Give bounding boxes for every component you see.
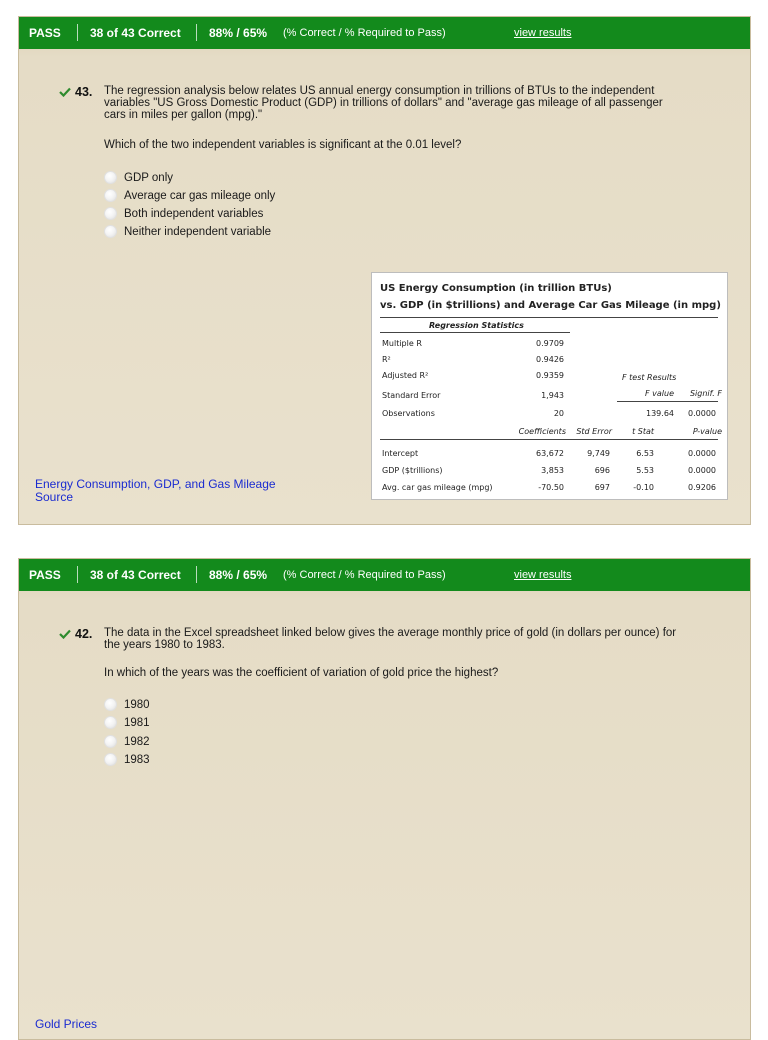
link-line[interactable]: Energy Consumption, GDP, and Gas Mileage bbox=[35, 477, 276, 491]
tstat-value: 6.53 bbox=[636, 449, 654, 458]
question-prompt: In which of the years was the coefficient of variation of gold price the highest? bbox=[104, 667, 499, 679]
divider bbox=[196, 566, 197, 583]
correct-check-icon bbox=[59, 629, 71, 639]
stat-value: 1,943 bbox=[541, 391, 564, 400]
pvalue-value: 0.9206 bbox=[688, 483, 716, 492]
question-number: 42. bbox=[75, 627, 93, 641]
ftest-header: F test Results bbox=[622, 373, 677, 382]
question-card-42 bbox=[18, 558, 751, 1040]
question-text bbox=[104, 627, 676, 651]
option-label: 1980 bbox=[124, 698, 150, 711]
stat-label: Adjusted R² bbox=[382, 371, 429, 380]
radio-icon[interactable] bbox=[104, 698, 117, 711]
rule bbox=[617, 401, 718, 402]
pass-label: PASS bbox=[29, 26, 61, 40]
question-line: The data in the Excel spreadsheet linked below gives the average monthly price of gold (in dollars per ounce) for bbox=[104, 627, 677, 639]
stat-value: 0.9426 bbox=[536, 355, 564, 364]
radio-icon[interactable] bbox=[104, 753, 117, 766]
answer-option-1983[interactable] bbox=[104, 752, 150, 767]
question-line: The regression analysis below relates US annual energy consumption in trillions of BTUs to the independent bbox=[104, 85, 655, 97]
signif-label: Signif. F bbox=[689, 389, 722, 398]
radio-icon[interactable] bbox=[104, 207, 117, 220]
correct-count: 38 of 43 Correct bbox=[90, 568, 181, 582]
coef-header: Coefficients bbox=[518, 427, 566, 436]
pass-label: PASS bbox=[29, 568, 61, 582]
question-line: cars in miles per gallon (mpg)." bbox=[104, 109, 263, 121]
rule bbox=[380, 317, 718, 318]
score-note: (% Correct / % Required to Pass) bbox=[283, 27, 446, 39]
question-line: the years 1980 to 1983. bbox=[104, 639, 225, 651]
option-label: Neither independent variable bbox=[124, 225, 272, 238]
answer-option-1982[interactable] bbox=[104, 734, 150, 749]
question-text bbox=[104, 85, 663, 121]
answer-option-mileage-only[interactable] bbox=[104, 188, 275, 203]
f-value-label: F value bbox=[645, 389, 674, 398]
radio-icon[interactable] bbox=[104, 171, 117, 184]
question-card-43 bbox=[18, 16, 751, 525]
correct-check-icon bbox=[59, 87, 71, 97]
option-label: Both independent variables bbox=[124, 207, 264, 220]
score-percent: 88% / 65% bbox=[209, 568, 268, 582]
answer-option-gdp-only[interactable] bbox=[104, 170, 173, 185]
status-bar bbox=[19, 17, 750, 49]
radio-icon[interactable] bbox=[104, 225, 117, 238]
score-percent: 88% / 65% bbox=[209, 26, 268, 40]
view-results-link[interactable]: view results bbox=[514, 569, 572, 581]
radio-icon[interactable] bbox=[104, 735, 117, 748]
se-value: 696 bbox=[594, 466, 610, 475]
stat-value: 20 bbox=[553, 409, 564, 418]
answer-option-neither[interactable] bbox=[104, 224, 271, 239]
stats-header: Regression Statistics bbox=[429, 321, 524, 330]
data-source-link[interactable] bbox=[35, 478, 276, 504]
radio-icon[interactable] bbox=[104, 189, 117, 202]
score-note: (% Correct / % Required to Pass) bbox=[283, 569, 446, 581]
stat-label: Multiple R bbox=[382, 339, 422, 348]
answer-option-1980[interactable] bbox=[104, 697, 150, 712]
se-header: Std Error bbox=[576, 427, 612, 436]
answer-option-both[interactable] bbox=[104, 206, 263, 221]
coef-value: 3,853 bbox=[541, 466, 564, 475]
option-label: 1982 bbox=[124, 735, 150, 748]
question-prompt: Which of the two independent variables is significant at the 0.01 level? bbox=[104, 139, 462, 151]
divider bbox=[77, 24, 78, 41]
tstat-value: 5.53 bbox=[636, 466, 654, 475]
divider bbox=[196, 24, 197, 41]
pvalue-value: 0.0000 bbox=[688, 466, 716, 475]
tstat-value: -0.10 bbox=[633, 483, 654, 492]
tstat-header: t Stat bbox=[632, 427, 654, 436]
option-label: 1983 bbox=[124, 753, 150, 766]
coef-row-label: Intercept bbox=[382, 449, 419, 458]
question-line: variables "US Gross Domestic Product (GDP) in trillions of dollars" and "average gas mileage of all passenger bbox=[104, 97, 663, 109]
rule bbox=[380, 332, 570, 333]
answer-option-1981[interactable] bbox=[104, 715, 150, 730]
radio-icon[interactable] bbox=[104, 716, 117, 729]
stat-label: R² bbox=[382, 355, 391, 364]
option-label: Average car gas mileage only bbox=[124, 189, 276, 202]
link-line[interactable]: Source bbox=[35, 490, 74, 504]
stat-label: Observations bbox=[382, 409, 435, 418]
rule bbox=[380, 439, 718, 440]
coef-row-label: GDP ($trillions) bbox=[382, 466, 443, 475]
coef-value: -70.50 bbox=[538, 483, 564, 492]
se-value: 697 bbox=[594, 483, 610, 492]
signif-f-value: 0.0000 bbox=[688, 409, 716, 418]
regression-table bbox=[371, 272, 728, 500]
se-value: 9,749 bbox=[587, 449, 610, 458]
regression-subtitle: vs. GDP (in $trillions) and Average Car Gas Mileage (in mpg) bbox=[380, 300, 721, 311]
option-label: 1981 bbox=[124, 716, 150, 729]
pvalue-value: 0.0000 bbox=[688, 449, 716, 458]
divider bbox=[77, 566, 78, 583]
stat-label: Standard Error bbox=[382, 391, 441, 400]
correct-count: 38 of 43 Correct bbox=[90, 26, 181, 40]
option-label: GDP only bbox=[124, 171, 174, 184]
gold-prices-link[interactable]: Gold Prices bbox=[35, 1017, 98, 1031]
stat-value: 0.9709 bbox=[536, 339, 564, 348]
view-results-link[interactable]: view results bbox=[514, 27, 572, 39]
coef-value: 63,672 bbox=[536, 449, 564, 458]
question-number: 43. bbox=[75, 85, 93, 99]
pvalue-header: P-value bbox=[692, 427, 722, 436]
stat-value: 0.9359 bbox=[536, 371, 564, 380]
f-value: 139.64 bbox=[646, 409, 674, 418]
coef-row-label: Avg. car gas mileage (mpg) bbox=[382, 483, 493, 492]
status-bar bbox=[19, 559, 750, 591]
regression-title: US Energy Consumption (in trillion BTUs) bbox=[380, 283, 612, 294]
